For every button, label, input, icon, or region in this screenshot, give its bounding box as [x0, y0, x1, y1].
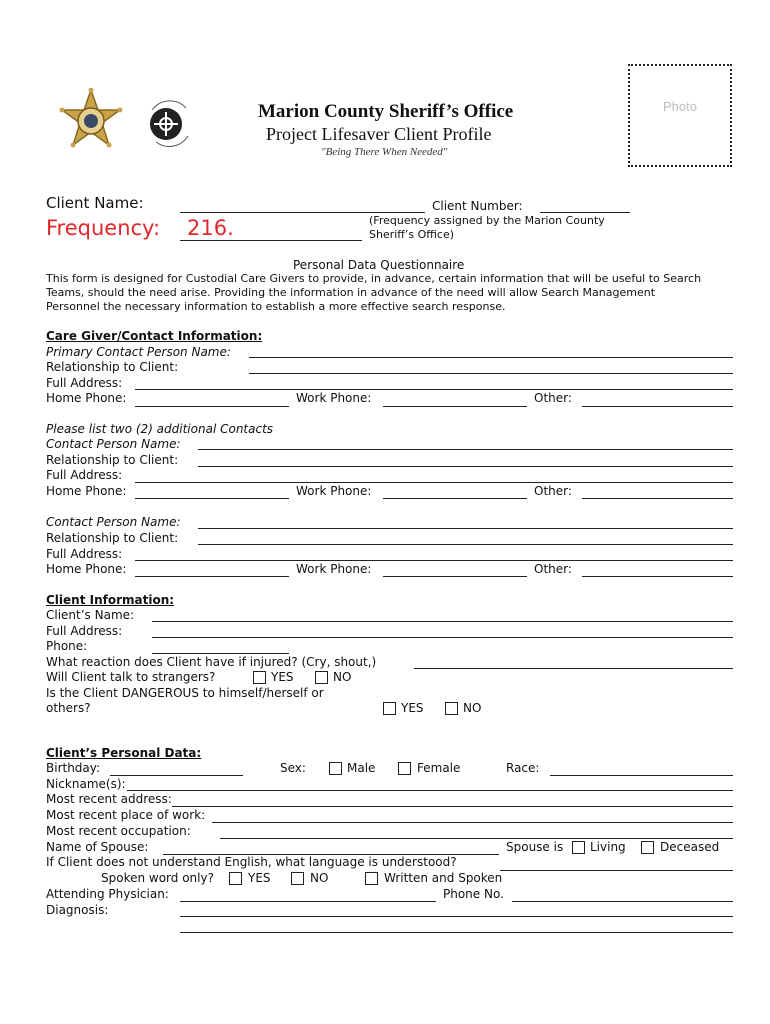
- org-title: Marion County Sheriff’s Office: [258, 101, 514, 122]
- female-label: Female: [417, 761, 461, 775]
- strangers-yes-label: YES: [271, 670, 294, 684]
- birthday-field[interactable]: [110, 775, 243, 776]
- work-phone-label: Work Phone:: [296, 391, 372, 405]
- recent-address-label: Most recent address:: [46, 792, 172, 806]
- diagnosis-label: Diagnosis:: [46, 903, 109, 917]
- language-field[interactable]: [500, 870, 733, 871]
- occupation-field[interactable]: [220, 838, 733, 839]
- living-checkbox[interactable]: [572, 841, 585, 854]
- home-phone-field[interactable]: [135, 406, 289, 407]
- living-label: Living: [590, 840, 626, 854]
- female-checkbox[interactable]: [398, 762, 411, 775]
- spoken-no-label: NO: [310, 871, 329, 885]
- strangers-no-checkbox[interactable]: [315, 671, 328, 684]
- race-field[interactable]: [550, 775, 733, 776]
- birthday-label: Birthday:: [46, 761, 101, 775]
- client-phone-field[interactable]: [152, 653, 289, 654]
- contact-2-address-label: Full Address:: [46, 547, 123, 561]
- contact-1-relationship-field[interactable]: [198, 466, 733, 467]
- written-spoken-label: Written and Spoken: [384, 871, 503, 885]
- project-lifesaver-logo: [142, 96, 194, 148]
- dangerous-label-1: Is the Client DANGEROUS to himself/herself or: [46, 686, 324, 700]
- contact-2-work-phone-field[interactable]: [383, 576, 527, 577]
- relationship-field[interactable]: [249, 373, 733, 374]
- work-place-field[interactable]: [212, 822, 733, 823]
- primary-contact-label: Primary Contact Person Name:: [46, 345, 231, 359]
- contact-1-name-field[interactable]: [198, 449, 733, 450]
- spoken-only-label: Spoken word only?: [101, 871, 214, 885]
- address-field[interactable]: [135, 389, 733, 390]
- other-label: Other:: [534, 391, 572, 405]
- written-spoken-checkbox[interactable]: [365, 872, 378, 885]
- dangerous-no-checkbox[interactable]: [445, 702, 458, 715]
- frequency-value[interactable]: 216.: [187, 216, 234, 240]
- questionnaire-title: Personal Data Questionnaire: [293, 258, 465, 272]
- contact-1-home-phone-label: Home Phone:: [46, 484, 127, 498]
- tagline: "Being There When Needed": [321, 146, 448, 158]
- contact-1-name-label: Contact Person Name:: [46, 437, 181, 451]
- contact-1-work-phone-label: Work Phone:: [296, 484, 372, 498]
- contact-1-address-field[interactable]: [135, 482, 733, 483]
- contact-2-relationship-field[interactable]: [198, 544, 733, 545]
- client-name-field[interactable]: [180, 212, 425, 213]
- client-info-heading: Client Information:: [46, 593, 175, 607]
- client-name-info-field[interactable]: [152, 621, 733, 622]
- recent-address-field[interactable]: [172, 806, 733, 807]
- intro-line-3: Personnel the necessary information to establish a more effective search response.: [46, 300, 506, 313]
- language-label: If Client does not understand English, what language is understood?: [46, 855, 457, 869]
- strangers-yes-checkbox[interactable]: [253, 671, 266, 684]
- physician-field[interactable]: [180, 901, 436, 902]
- client-number-field[interactable]: [540, 212, 630, 213]
- address-label: Full Address:: [46, 376, 123, 390]
- spouse-is-label: Spouse is: [506, 840, 564, 854]
- client-number-label: Client Number:: [432, 199, 523, 213]
- primary-contact-field[interactable]: [249, 357, 733, 358]
- contact-2-home-phone-label: Home Phone:: [46, 562, 127, 576]
- client-name-label: Client Name:: [46, 194, 144, 212]
- contact-2-other-field[interactable]: [582, 576, 733, 577]
- sheriff-star-logo: [58, 88, 124, 154]
- other-phone-field[interactable]: [582, 406, 733, 407]
- client-phone-label: Phone:: [46, 639, 88, 653]
- strangers-no-label: NO: [333, 670, 352, 684]
- work-place-label: Most recent place of work:: [46, 808, 206, 822]
- contact-2-name-field[interactable]: [198, 528, 733, 529]
- photo-label: Photo: [663, 99, 697, 114]
- home-phone-label: Home Phone:: [46, 391, 127, 405]
- care-giver-heading: Care Giver/Contact Information:: [46, 329, 263, 343]
- injury-reaction-label: What reaction does Client have if injured? (Cry, shout,): [46, 655, 377, 669]
- injury-reaction-field[interactable]: [414, 668, 733, 669]
- physician-phone-label: Phone No.: [443, 887, 504, 901]
- physician-label: Attending Physician:: [46, 887, 169, 901]
- contact-2-work-phone-label: Work Phone:: [296, 562, 372, 576]
- dangerous-no-label: NO: [463, 701, 482, 715]
- client-address-label: Full Address:: [46, 624, 123, 638]
- contact-1-other-label: Other:: [534, 484, 572, 498]
- client-address-field[interactable]: [152, 637, 733, 638]
- frequency-note: (Frequency assigned by the Marion County Sheriff’s Office): [369, 214, 605, 241]
- contact-1-address-label: Full Address:: [46, 468, 123, 482]
- spoken-yes-checkbox[interactable]: [229, 872, 242, 885]
- contact-2-other-label: Other:: [534, 562, 572, 576]
- intro-line-2: Teams, should the need arise. Providing the information in advance of the need will allow Search Management: [46, 286, 656, 299]
- strangers-label: Will Client talk to strangers?: [46, 670, 216, 684]
- additional-contacts-label: Please list two (2) additional Contacts: [46, 422, 274, 436]
- nickname-label: Nickname(s):: [46, 777, 126, 791]
- personal-data-heading: Client’s Personal Data:: [46, 746, 202, 760]
- diagnosis-field-1[interactable]: [180, 916, 733, 917]
- contact-2-name-label: Contact Person Name:: [46, 515, 181, 529]
- contact-1-other-field[interactable]: [582, 498, 733, 499]
- sex-label: Sex:: [280, 761, 306, 775]
- contact-2-relationship-label: Relationship to Client:: [46, 531, 179, 545]
- spouse-label: Name of Spouse:: [46, 840, 149, 854]
- physician-phone-field[interactable]: [512, 901, 733, 902]
- work-phone-field[interactable]: [383, 406, 527, 407]
- contact-1-home-phone-field[interactable]: [135, 498, 289, 499]
- frequency-label: Frequency:: [46, 216, 161, 240]
- male-label: Male: [347, 761, 376, 775]
- form-subtitle: Project Lifesaver Client Profile: [266, 124, 492, 144]
- intro-line-1: This form is designed for Custodial Care Givers to provide, in advance, certain information that will be useful to Search: [46, 272, 702, 285]
- dangerous-yes-label: YES: [401, 701, 424, 715]
- race-label: Race:: [506, 761, 540, 775]
- contact-2-home-phone-field[interactable]: [135, 576, 289, 577]
- diagnosis-field-2[interactable]: [180, 932, 733, 933]
- dangerous-yes-checkbox[interactable]: [383, 702, 396, 715]
- male-checkbox[interactable]: [329, 762, 342, 775]
- deceased-label: Deceased: [660, 840, 720, 854]
- photo-box: [628, 64, 732, 167]
- dangerous-label-2: others?: [46, 701, 91, 715]
- frequency-field[interactable]: [180, 240, 362, 241]
- deceased-checkbox[interactable]: [641, 841, 654, 854]
- spoken-no-checkbox[interactable]: [291, 872, 304, 885]
- relationship-label: Relationship to Client:: [46, 360, 179, 374]
- contact-2-address-field[interactable]: [135, 560, 733, 561]
- spoken-yes-label: YES: [248, 871, 271, 885]
- occupation-label: Most recent occupation:: [46, 824, 191, 838]
- contact-1-relationship-label: Relationship to Client:: [46, 453, 179, 467]
- nickname-field[interactable]: [127, 790, 733, 791]
- contact-1-work-phone-field[interactable]: [383, 498, 527, 499]
- client-name-info-label: Client’s Name:: [46, 608, 135, 622]
